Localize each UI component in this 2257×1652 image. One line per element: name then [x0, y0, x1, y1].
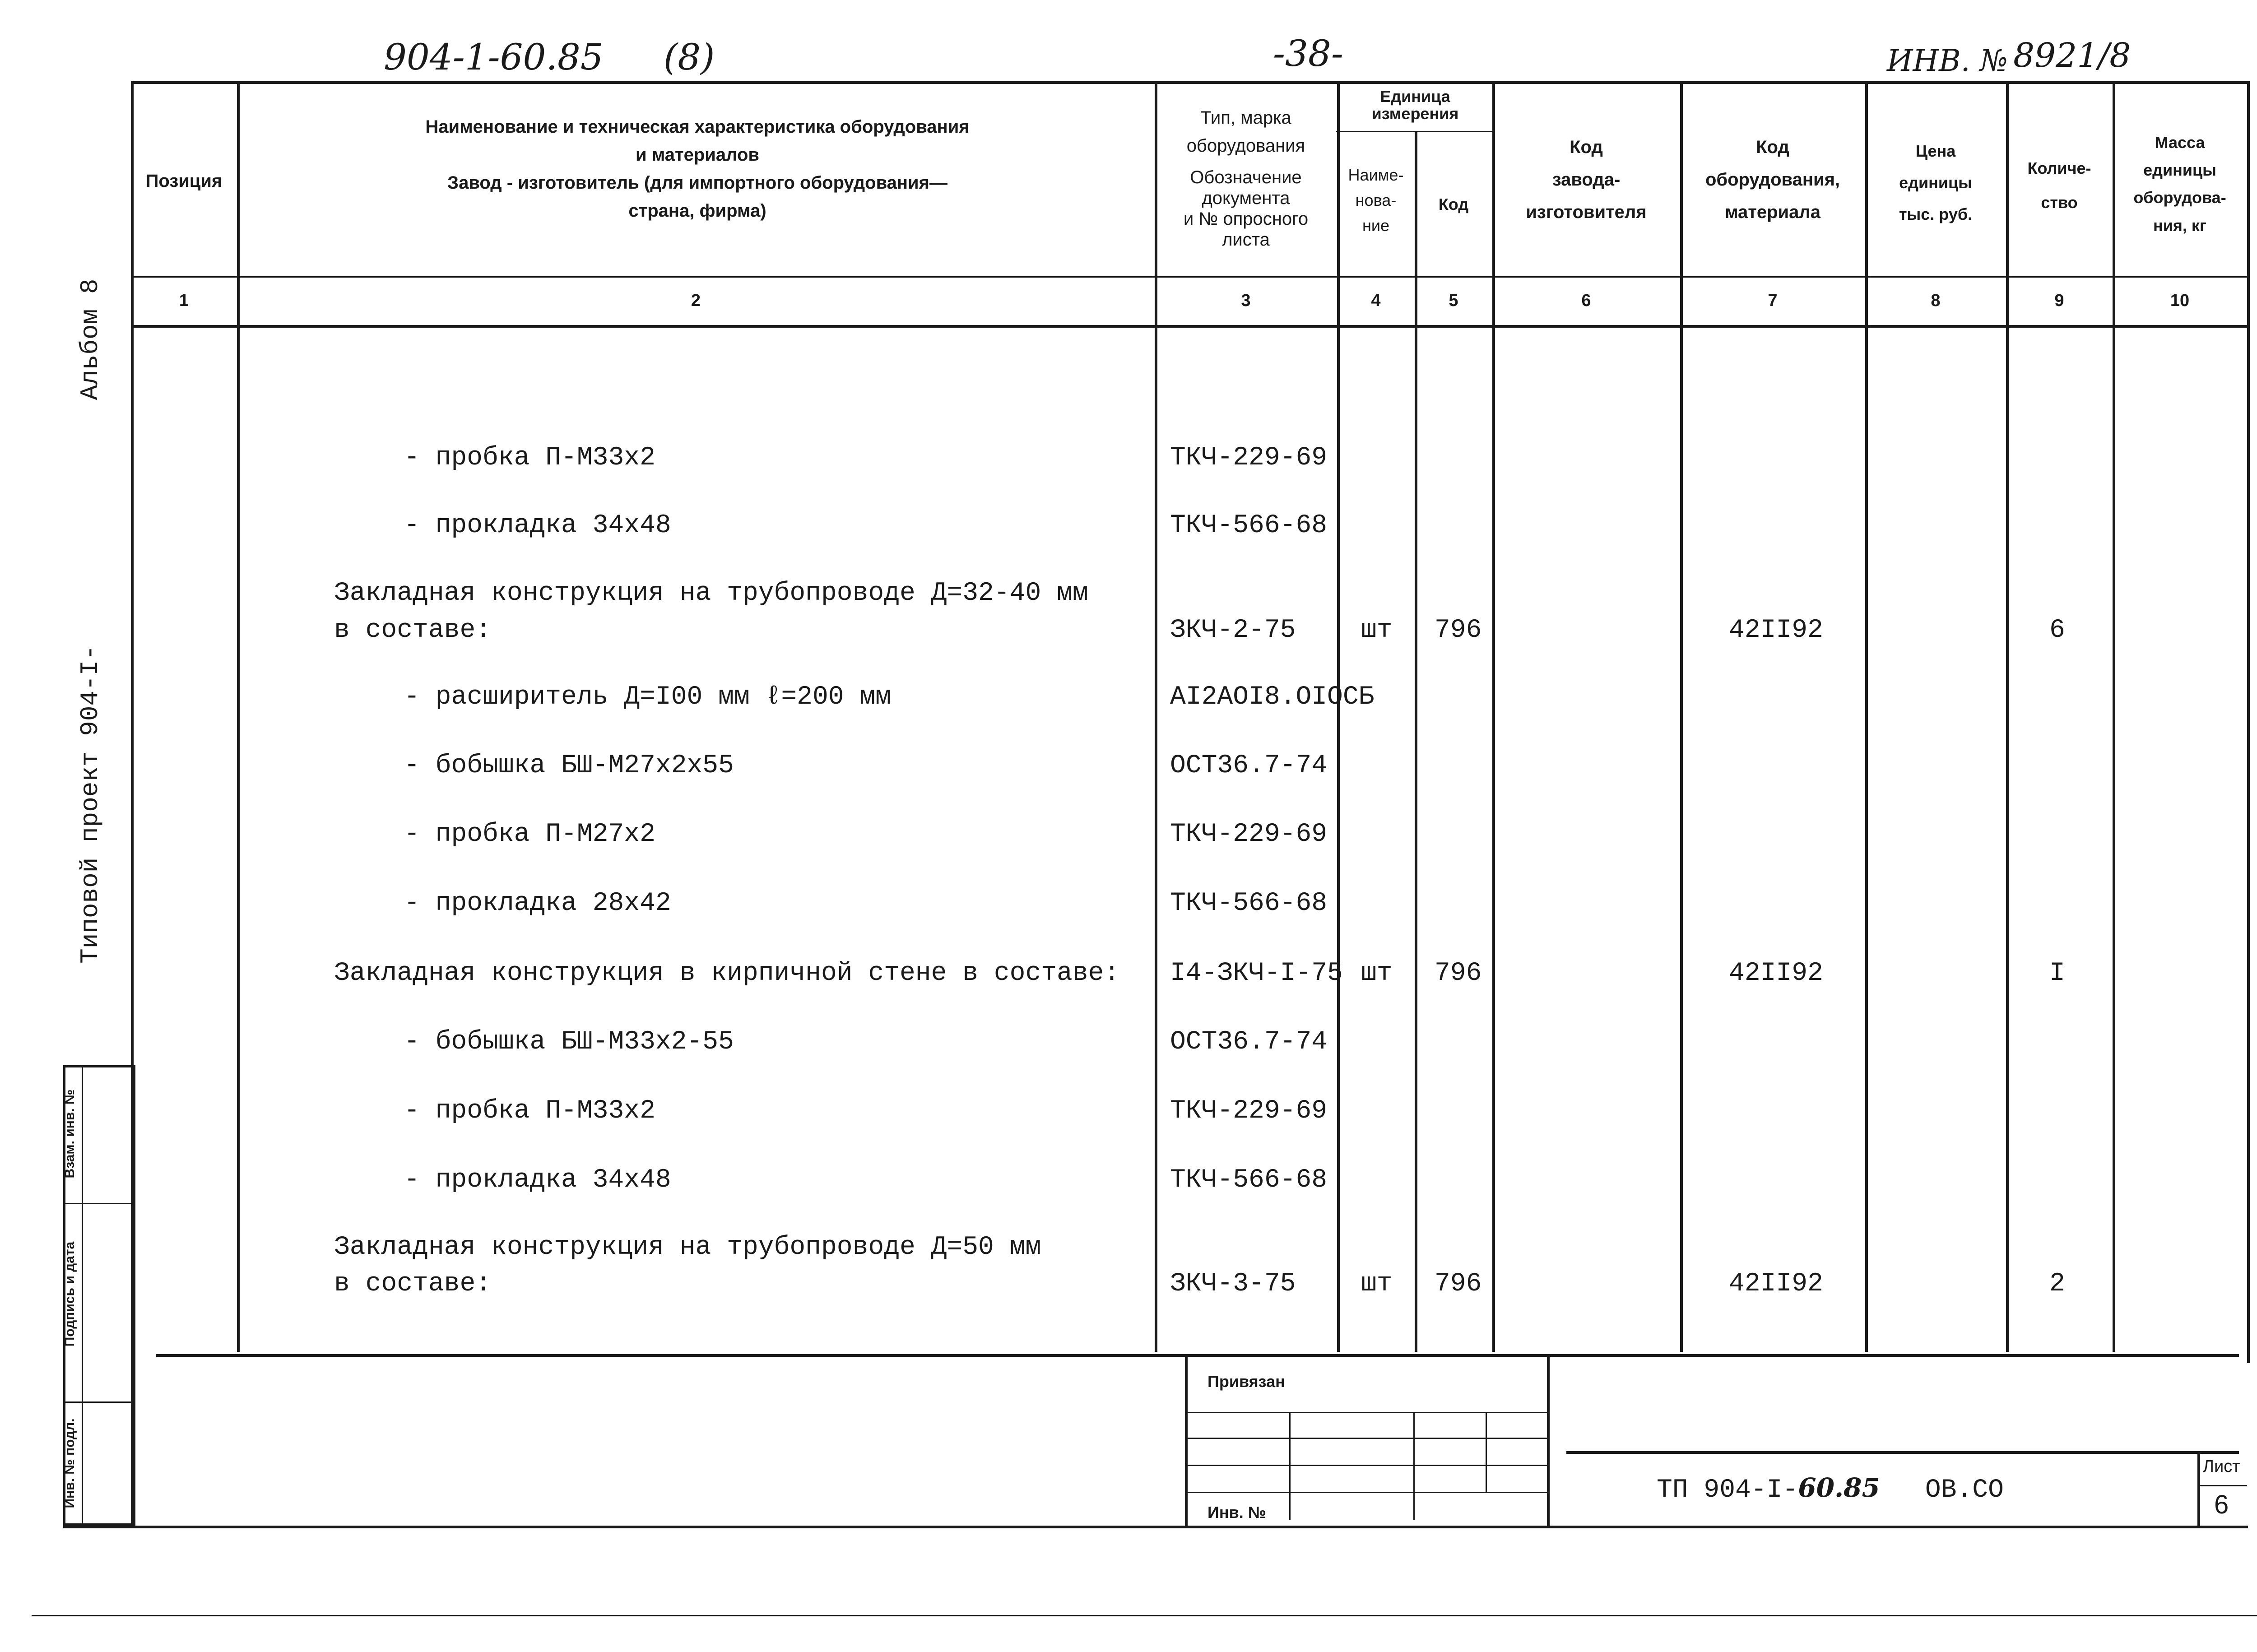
album-side-label: Альбом 8	[76, 278, 105, 400]
col-sep-8	[2006, 81, 2009, 1352]
header-unit-code: Код	[1438, 195, 1469, 213]
colnum-1: 1	[179, 291, 189, 310]
row-name: Закладная конструкция на трубопроводе Д=50 мм	[334, 1233, 1041, 1262]
colnum-4: 4	[1371, 291, 1381, 310]
sheet-label-sep	[2197, 1485, 2247, 1486]
document-designation: ТП 904-I-60.85 ОВ.СО	[1657, 1472, 2004, 1505]
header-factory-code: Код завода- изготовителя	[1526, 137, 1647, 222]
header-quantity: Количе- ство	[2027, 159, 2091, 212]
row-name: - пробка П-М33х2	[404, 1096, 655, 1126]
colnum-2: 2	[691, 291, 701, 310]
header-position: Позиция	[145, 171, 223, 191]
header-document: Обозначение документа и № опросного листа	[1183, 167, 1309, 250]
row-document: ТКЧ-566-68	[1170, 889, 1328, 918]
row-document: ОСТ36.7-74	[1170, 751, 1328, 780]
stamp-signature-date: Подпись и дата	[62, 1241, 77, 1347]
header-price: Цена единицы тыс. руб.	[1899, 142, 1973, 224]
row-material-code: 42II92	[1729, 616, 1823, 645]
linked-label: Привязан	[1207, 1372, 1285, 1391]
row-material-code: 42II92	[1729, 1269, 1823, 1299]
frame-right	[2247, 81, 2250, 1363]
sheet-label: Лист	[2203, 1457, 2240, 1476]
row-unit-code: 796	[1435, 1269, 1482, 1299]
col-sep-1	[237, 81, 240, 1352]
col-sep-9	[2113, 81, 2115, 1352]
header-sep-2	[131, 325, 2248, 328]
header-mass: Масса единицы оборудова- ния, кг	[2133, 133, 2226, 235]
row-name: - бобышка БШ-М33х2-55	[404, 1027, 734, 1057]
row-name: - прокладка 28х42	[404, 889, 671, 918]
colnum-6: 6	[1581, 291, 1591, 310]
header-sep-1	[131, 276, 2248, 278]
row-material-code: 42II92	[1729, 959, 1823, 988]
title-block-top	[1566, 1451, 2239, 1454]
sheet-number: 6	[2214, 1490, 2229, 1519]
row-unit: шт	[1361, 616, 1393, 645]
row-name: Закладная конструкция на трубопроводе Д=32-40 мм	[334, 579, 1088, 608]
row-document: ТКЧ-229-69	[1170, 443, 1328, 473]
row-document: ЗКЧ-3-75	[1170, 1269, 1296, 1299]
stamp-replacement-inv: Взам. инв. №	[62, 1089, 77, 1179]
row-name-cont: в составе:	[334, 616, 492, 645]
row-document: ТКЧ-229-69	[1170, 1096, 1328, 1126]
row-unit-code: 796	[1435, 616, 1482, 645]
header-equipment-code: Код оборудования, материала	[1705, 137, 1840, 222]
row-quantity: 6	[2049, 616, 2065, 645]
col-sep-7	[1865, 81, 1868, 1352]
inventory-label: ИНВ. №	[1887, 43, 2008, 78]
colnum-10: 10	[2170, 291, 2190, 310]
sheet-sep	[2197, 1453, 2200, 1528]
page-outer-bottom	[32, 1615, 2257, 1616]
row-name: Закладная конструкция в кирпичной стене в составе:	[334, 959, 1120, 988]
project-side-label: Типовой проект 904-I-	[76, 645, 105, 964]
frame-top	[131, 81, 2248, 84]
header-unit: Единица измерения	[1371, 87, 1459, 123]
album-number: (8)	[664, 36, 715, 78]
colnum-7: 7	[1768, 291, 1778, 310]
row-unit: шт	[1361, 1269, 1393, 1299]
row-name: - бобышка БШ-М27х2х55	[404, 751, 734, 780]
row-unit: шт	[1361, 959, 1393, 988]
row-name: - прокладка 34х48	[404, 511, 671, 540]
row-document: I4-ЗКЧ-I-75	[1170, 959, 1343, 988]
row-name: - пробка П-М27х2	[404, 820, 655, 849]
stamp-original-inv: Инв. № подл.	[62, 1418, 77, 1508]
col-sep-6	[1680, 81, 1683, 1352]
row-document: ТКЧ-229-69	[1170, 820, 1328, 849]
header-type: Тип, марка оборудования	[1186, 108, 1305, 156]
row-document: ОСТ36.7-74	[1170, 1027, 1328, 1057]
row-name-cont: в составе:	[334, 1269, 492, 1299]
col-sep-3	[1337, 81, 1340, 1352]
inventory-number: 8921/8	[2013, 36, 2131, 75]
page-number: -38-	[1273, 32, 1343, 74]
colnum-9: 9	[2054, 291, 2064, 310]
col-sep-4	[1415, 131, 1417, 1352]
row-document: AI2AOI8.OIOCБ	[1170, 682, 1375, 712]
row-document: ТКЧ-566-68	[1170, 1165, 1328, 1195]
row-name: - прокладка 34х48	[404, 1165, 671, 1195]
colnum-8: 8	[1931, 291, 1941, 310]
inv-label: Инв. №	[1207, 1503, 1266, 1522]
col-sep-2	[1155, 81, 1157, 1352]
colnum-3: 3	[1241, 291, 1251, 310]
row-document: ЗКЧ-2-75	[1170, 616, 1296, 645]
row-unit-code: 796	[1435, 959, 1482, 988]
row-document: ТКЧ-566-68	[1170, 511, 1328, 540]
row-quantity: I	[2049, 959, 2065, 988]
colnum-5: 5	[1449, 291, 1458, 310]
row-quantity: 2	[2049, 1269, 2065, 1299]
header-name-desc: Наименование и техническая характеристика оборудования и материалов Завод - изготовитель (для импортного оборудования— страна, фирма)	[425, 117, 970, 221]
col-sep-5	[1492, 81, 1495, 1352]
frame-bottom	[63, 1526, 2248, 1528]
row-name: - пробка П-М33х2	[404, 443, 655, 473]
header-unit-name: Наиме- нова- ние	[1348, 166, 1404, 235]
project-code: 904-1-60.85	[384, 36, 604, 78]
row-name: - расширитель Д=I00 мм ℓ=200 мм	[404, 682, 891, 712]
